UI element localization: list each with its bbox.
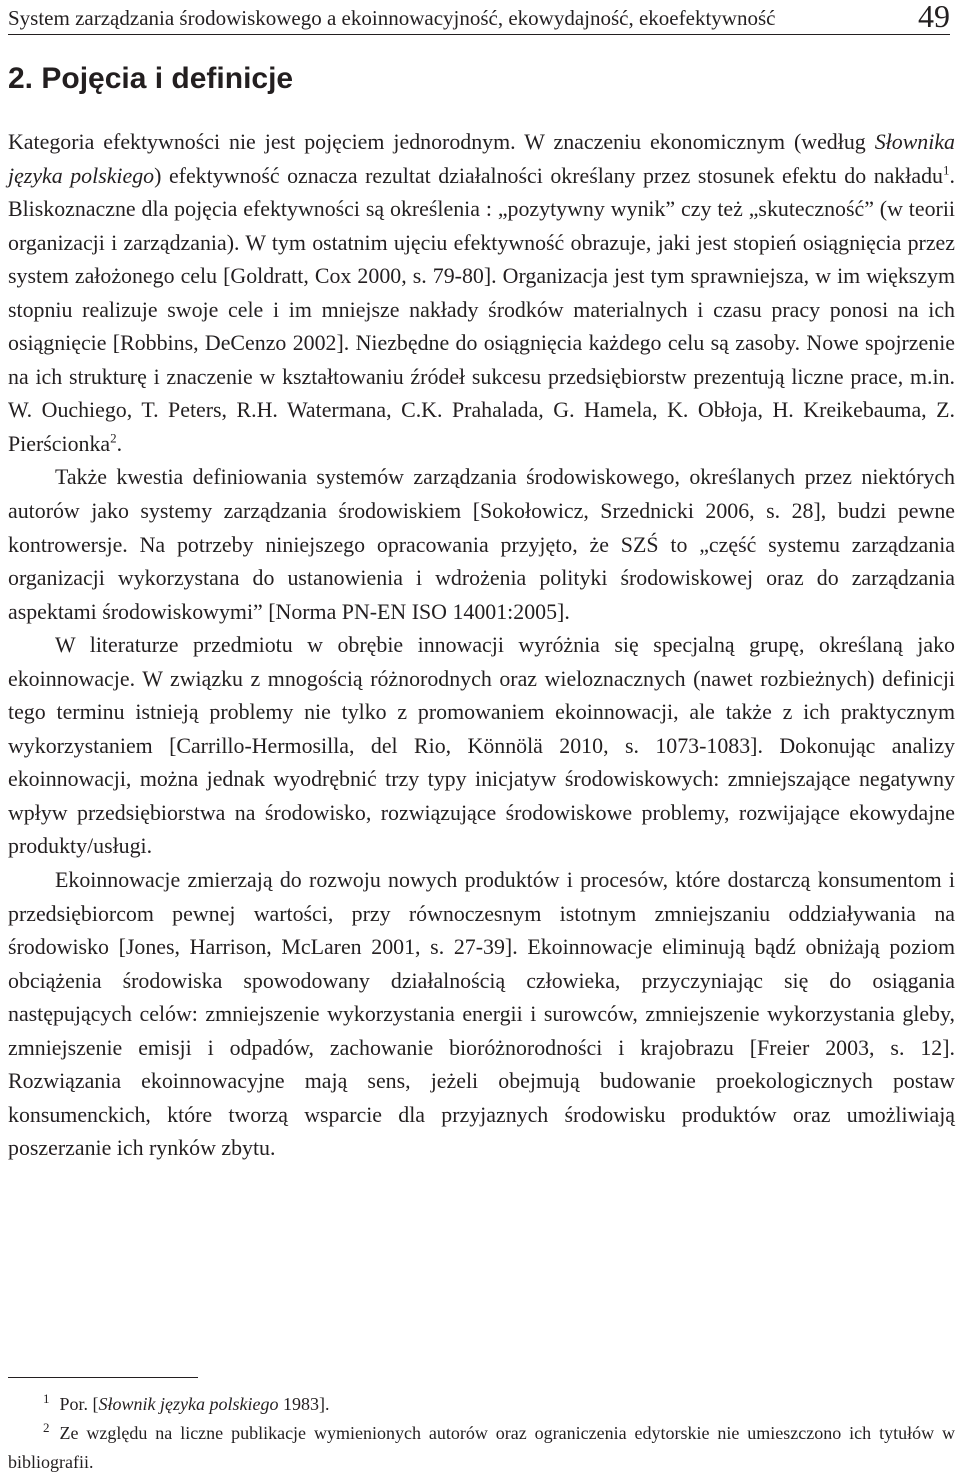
footnote-1-part-c: 1983]. [278,1394,330,1414]
footnote-2-text: Ze względu na liczne publikacje wymienionych autorów oraz ograniczenia edytorskie nie umieszczono ich tytułów w bibliografii. [8,1423,955,1472]
running-header [8,0,950,35]
footnote-1-mark: 1 [43,1391,50,1406]
footnote-1 [8,1390,955,1419]
footnote-2 [8,1419,955,1477]
body-text [8,125,955,1165]
paragraph-1-part-d: . Bliskoznaczne dla pojęcia efektywności są określenia : „pozytywny wynik” czy też „skuteczność” (w teorii organizacji i zarządzania). W tym ostatnim ujęciu efektywność obrazuje, jaki jest stopień osiągnięcia przez system założonego celu [Goldratt, Cox 2000, s. 79-80]. Organizacja jest tym sprawniejsza, w im większym stopniu realizuje swoje cele i im mniejsze nakłady środków materialnych i czasu pracy ponosi na ich osiągnięcie [Robbins, DeCenzo 2002]. Niezbędne do osiągnięcia każdego celu są zasoby. Nowe spojrzenie na ich strukturę i znaczenie w kształtowaniu źródeł sukcesu przedsiębiorstw prezentują liczne prace, m.in. W. Ouchiego, T. Peters, R.H. Watermana, C.K. Prahalada, G. Hamela, K. Obłoja, H. Kreikebauma, Z. Pierścionka [8,162,955,456]
footnote-1-part-a: Por. [ [59,1394,99,1414]
footnote-1-italic-title: Słownik języka polskiego [98,1394,279,1414]
footnote-divider [8,1377,198,1378]
footnotes [8,1390,955,1477]
paragraph-3: W literaturze przedmiotu w obrębie innowacji wyróżnia się specjalną grupę, określaną jako ekoinnowacje. W związku z mnogością różnorodnych oraz wieloznacznych (nawet rozbieżnych) definicji tego terminu istnieją problemy nie tylko z promowaniem ekoinnowacji, ale także z ich praktycznym wykorzystaniem [Carrillo-Hermosilla, del Rio, Könnölä 2010, s. 1073-1083]. Dokonując analizy ekoinnowacji, można jednak wyodrębnić trzy typy inicjatyw środowiskowych: zmniejszające negatywny wpływ przedsiębiorstwa na środowisko, rozwiązujące środowiskowe problemy, rozwijające ekowydajne produkty/usługi. [8,632,955,859]
page-number: 49 [918,0,950,34]
paragraph-2: Także kwestia definiowania systemów zarządzania środowiskowego, określanych przez niektórych autorów jako systemy zarządzania środowiskiem [Sokołowicz, Srzednicki 2006, s. 28], budzi pewne kontrowersje. Na potrzeby niniejszego opracowania przyjęto, że SZŚ to „część systemu zarządzania organizacji wykorzystana do ustanowienia i wdrożenia polityki środowiskowej oraz do zarządzania aspektami środowiskowymi” [Norma PN-EN ISO 14001:2005]. [8,464,955,624]
footnote-ref-2: 2 [110,430,117,446]
paragraph-4: Ekoinnowacje zmierzają do rozwoju nowych produktów i procesów, które dostarczą konsumentom i przedsiębiorcom pewnej wartości, przy równoczesnym istotnym zmniejszaniu oddziaływania na środowisko [Jones, Harrison, McLaren 2001, s. 27-39]. Ekoinnowacje eliminują bądź obniżają poziom obciążenia środowiska spowodowany działalnością człowieka, przyczyniając się do osiągania następujących celów: zmniejszenie wykorzystania energii i surowców, zmniejszenie wykorzystania gleby, zmniejszenie emisji i odpadów, zachowanie bioróżnorodności i krajobrazu [Freier 2003, s. 12]. Rozwiązania ekoinnowacyjne mają sens, jeżeli obejmują budowanie proekologicznych postaw konsumenckich, które tworzą wsparcie dla przyjaznych środowisku produktów oraz umożliwiają poszerzanie ich rynków zbytu. [8,867,955,1161]
paragraph-1-part-e: . [116,430,123,456]
paragraph-1 [8,125,955,460]
running-header-title: System zarządzania środowiskowego a ekoinnowacyjność, ekowydajność, ekoefektywność [8,6,776,30]
footnote-2-mark: 2 [43,1420,50,1435]
footnote-ref-1: 1 [943,162,950,178]
paragraph-1-part-a: Kategoria efektywności nie jest pojęciem jednorodnym. W znaczeniu ekonomicznym (według [8,129,875,154]
section-heading: 2. Pojęcia i definicje [8,62,294,95]
paragraph-1-part-c: ) efektywność oznacza rezultat działalności określany przez stosunek efektu do nakładu [154,162,943,188]
paragraph-1-italic-title: Słownika języka polskiego [8,129,955,188]
